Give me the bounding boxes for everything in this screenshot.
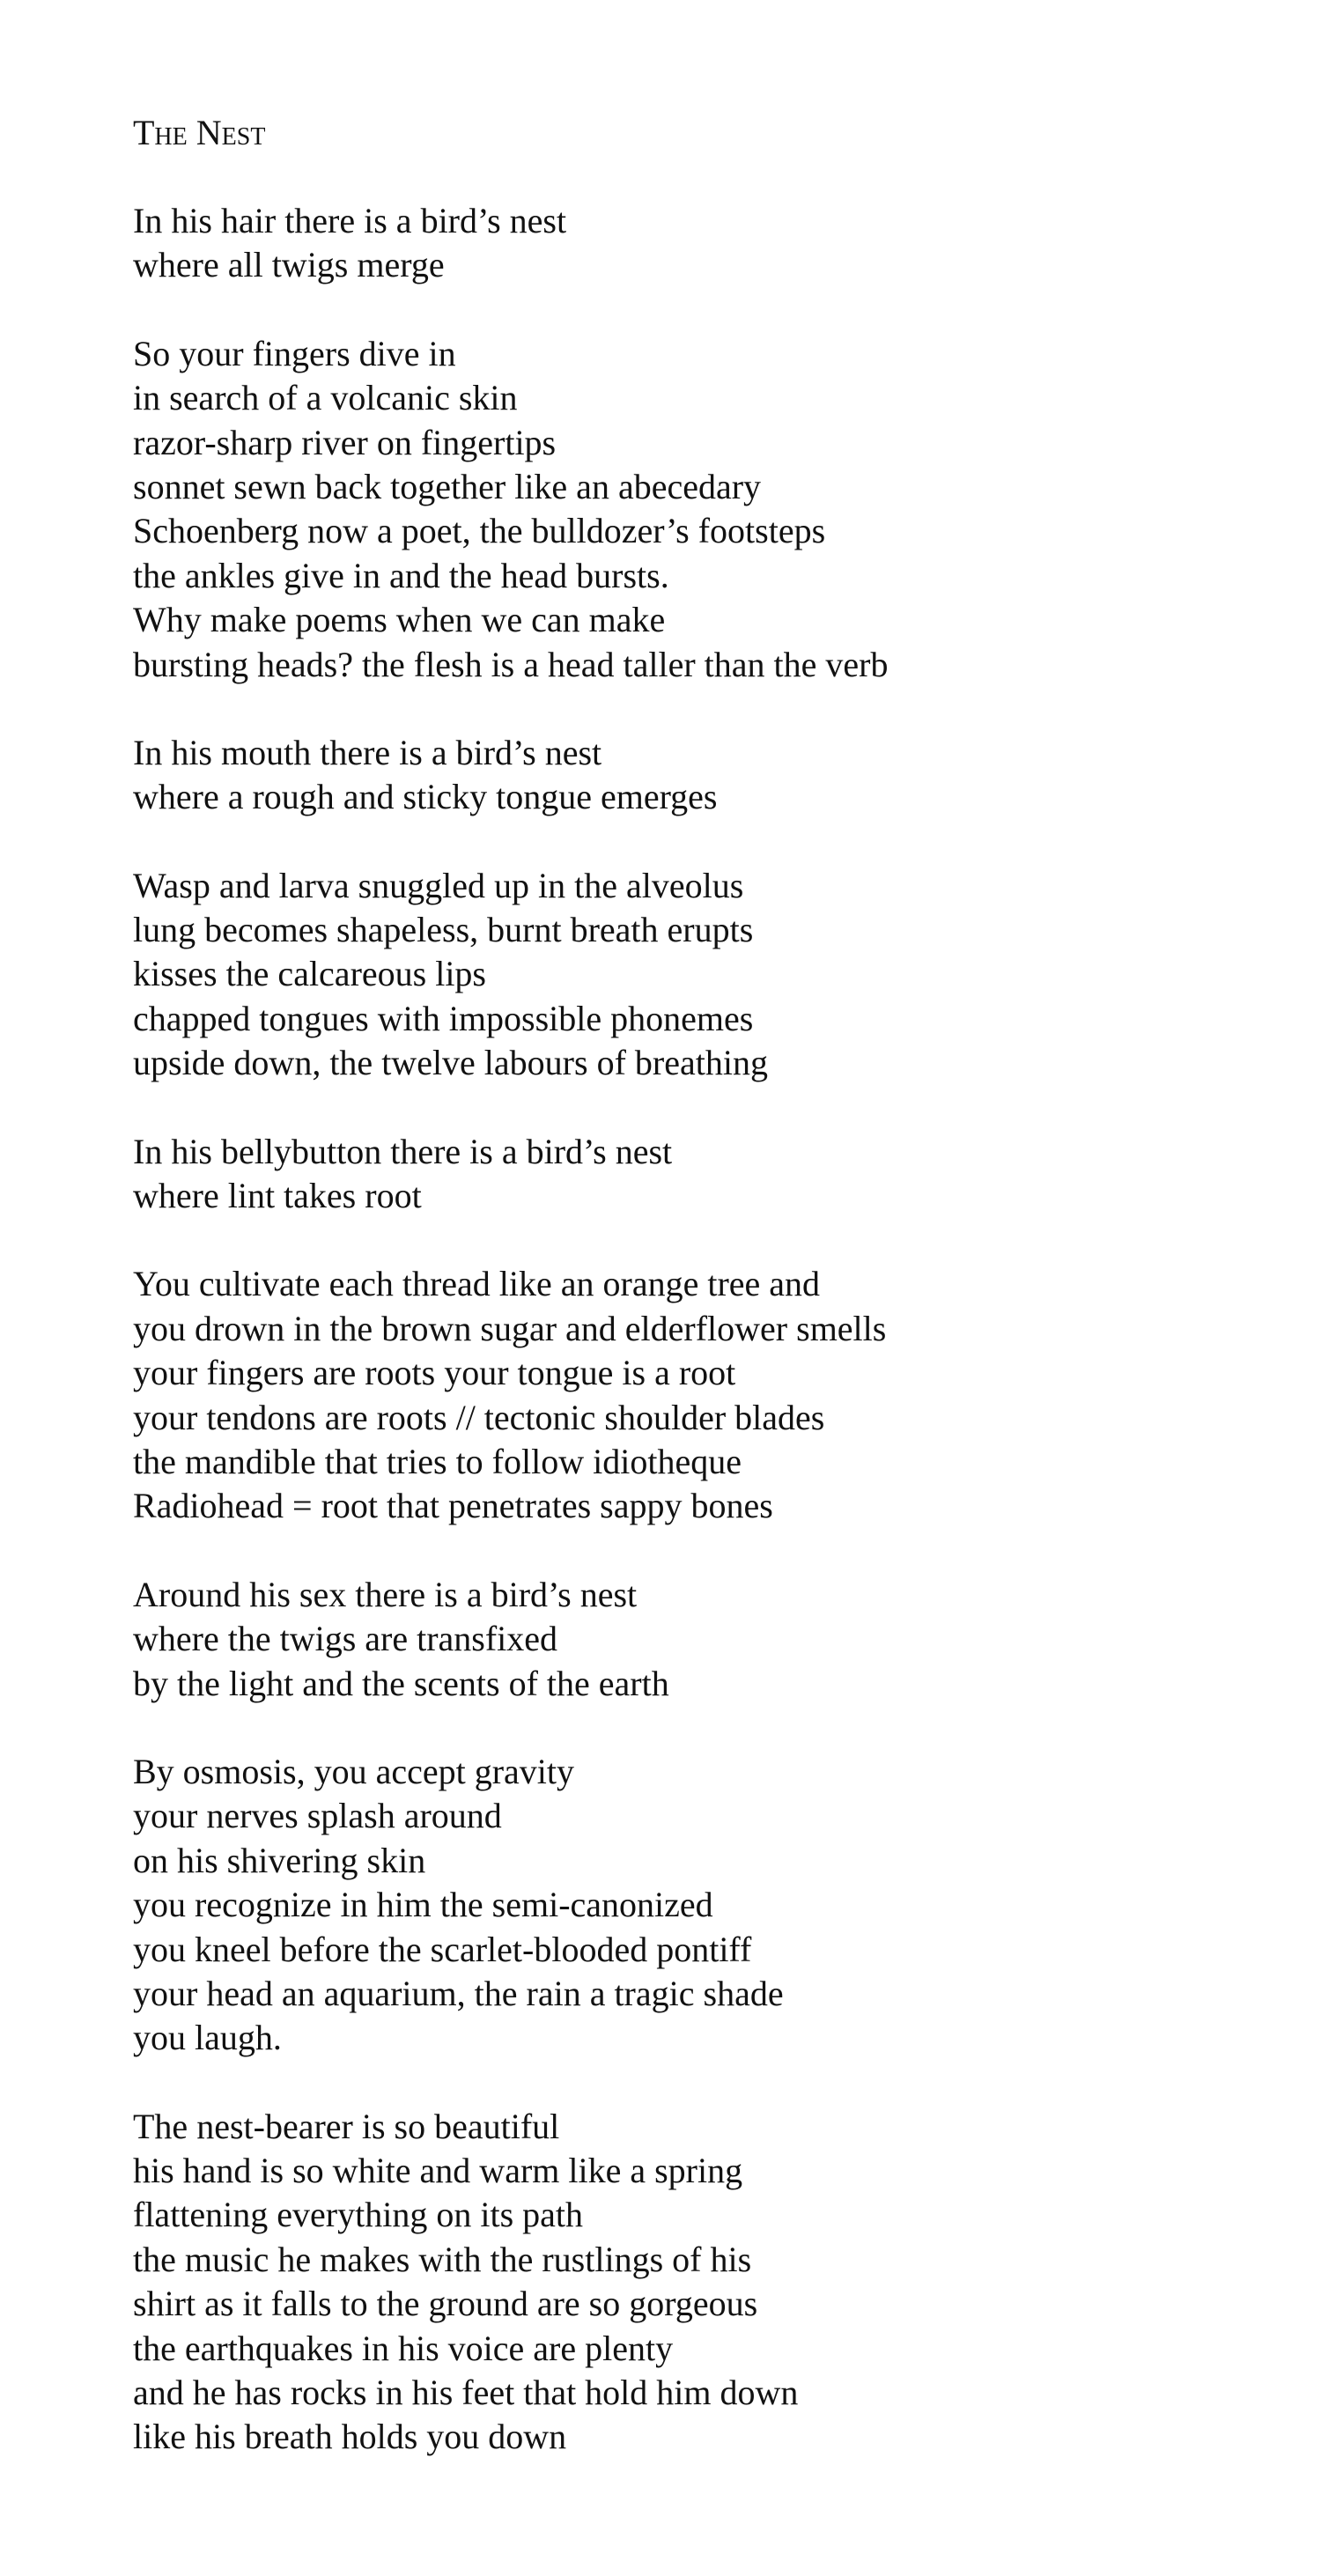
poem-line: flattening everything on its path — [133, 2195, 583, 2235]
poem-line: your head an aquarium, the rain a tragic shade — [133, 1973, 784, 2013]
poem-stanza — [133, 1262, 1234, 1528]
poem-stanza — [133, 332, 1234, 687]
poem-line: lung becomes shapeless, burnt breath erupts — [133, 910, 754, 950]
poem-line: like his breath holds you down — [133, 2417, 567, 2457]
poem-line: where a rough and sticky tongue emerges — [133, 777, 718, 817]
poem-line: where the twigs are transfixed — [133, 1619, 558, 1659]
poem-stanza — [133, 2105, 1234, 2460]
poem-stanza — [133, 1750, 1234, 2061]
poem-line: So your fingers dive in — [133, 333, 456, 373]
poem-line: chapped tongues with impossible phonemes — [133, 998, 754, 1038]
poem-stanza — [133, 731, 1234, 820]
poem-line: In his mouth there is a bird’s nest — [133, 732, 602, 772]
poem-line: shirt as it falls to the ground are so gorgeous — [133, 2284, 758, 2324]
poem-line: your nerves splash around — [133, 1796, 502, 1836]
poem-line: and he has rocks in his feet that hold him down — [133, 2373, 799, 2413]
poem-stanza — [133, 1573, 1234, 1706]
poem-line: By osmosis, you accept gravity — [133, 1751, 575, 1791]
poem-line: Radiohead = root that penetrates sappy bones — [133, 1486, 773, 1526]
poem-line: The nest-bearer is so beautiful — [133, 2106, 560, 2146]
poem-line: the earthquakes in his voice are plenty — [133, 2328, 674, 2368]
poem-stanza — [133, 864, 1234, 1086]
poem-line: you recognize in him the semi-canonized — [133, 1885, 713, 1925]
poem-page — [133, 111, 1234, 2504]
poem-line: sonnet sewn back together like an abecedary — [133, 466, 762, 506]
poem-title: The Nest — [133, 113, 266, 152]
poem-stanza — [133, 199, 1234, 288]
poem-stanza — [133, 1130, 1234, 1219]
poem-line: where lint takes root — [133, 1176, 422, 1216]
poem-line: Schoenberg now a poet, the bulldozer’s footsteps — [133, 511, 826, 551]
poem-line: Why make poems when we can make — [133, 600, 666, 640]
poem-line: where all twigs merge — [133, 245, 445, 285]
poem-line: you drown in the brown sugar and elderflower smells — [133, 1308, 887, 1348]
poem-line: the music he makes with the rustlings of his — [133, 2239, 752, 2279]
poem-line: Around his sex there is a bird’s nest — [133, 1574, 638, 1614]
poem-line: your tendons are roots // tectonic shoulder blades — [133, 1397, 825, 1437]
poem-body — [133, 199, 1234, 2460]
poem-line: your fingers are roots your tongue is a root — [133, 1353, 736, 1393]
poem-line: on his shivering skin — [133, 1840, 426, 1880]
poem-line: the ankles give in and the head bursts. — [133, 555, 669, 595]
poem-line: kisses the calcareous lips — [133, 954, 486, 994]
poem-line: In his bellybutton there is a bird’s nest — [133, 1131, 673, 1171]
poem-line: the mandible that tries to follow idiotheque — [133, 1441, 742, 1481]
poem-line: you laugh. — [133, 2018, 282, 2058]
poem-line: Wasp and larva snuggled up in the alveolus — [133, 865, 744, 905]
poem-line: you kneel before the scarlet-blooded pontiff — [133, 1929, 752, 1969]
poem-line: razor-sharp river on fingertips — [133, 422, 557, 462]
poem-line: bursting heads? the flesh is a head taller than the verb — [133, 644, 889, 684]
poem-line: in search of a volcanic skin — [133, 378, 518, 418]
poem-line: upside down, the twelve labours of breathing — [133, 1043, 768, 1083]
poem-line: his hand is so white and warm like a spring — [133, 2151, 743, 2191]
poem-line: by the light and the scents of the earth — [133, 1663, 669, 1703]
poem-line: You cultivate each thread like an orange tree and — [133, 1264, 821, 1304]
poem-line: In his hair there is a bird’s nest — [133, 201, 567, 240]
